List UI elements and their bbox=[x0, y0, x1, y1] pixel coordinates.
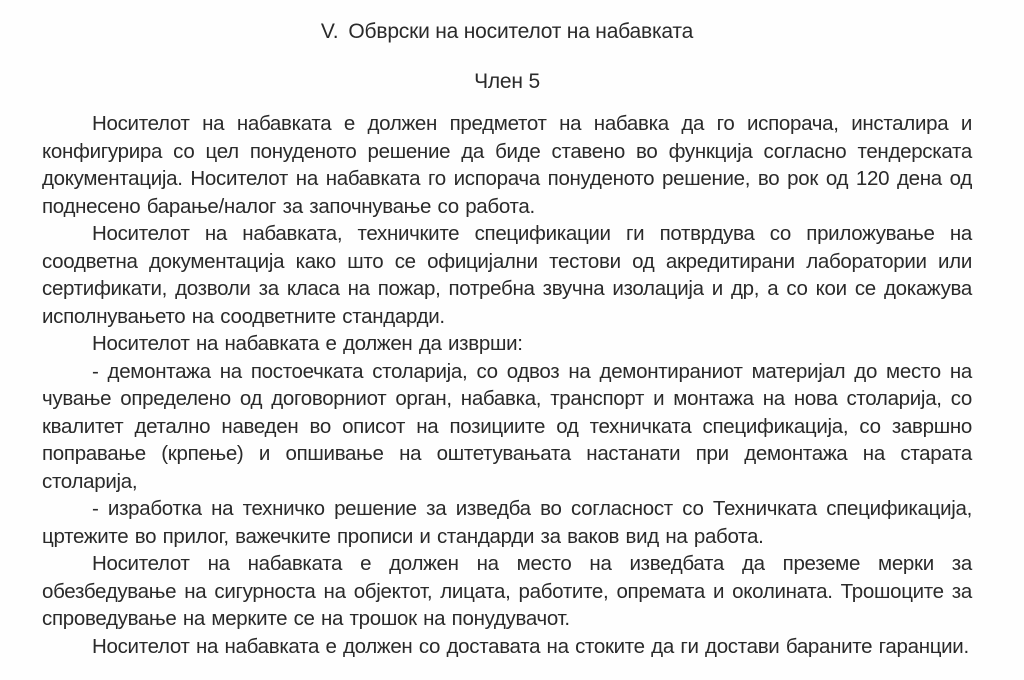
paragraph: Носителот на набавката е должен на место на изведбата да преземе мерки за обезбедување на сигурноста на објектот, лицата, работите, опремата и околината. Трошоците за спроведување на мерките се на трошок на понудувачот. bbox=[42, 552, 972, 630]
list-item-paragraph: - демонтажа на постоечката столарија, со одвоз на демонтираниот материјал до место на чување определено од договорниот орган, набавка, транспорт и монтажа на нова столарија, со квалитет детално наведен во описот на позициите од техничката спецификација, со завршно поправање (крпење) и опшивање на оштетувањата настанати при демонтажа на старата столарија, bbox=[42, 359, 972, 493]
paragraph: Носителот на набавката, техничките спецификации ги потврдува со приложување на соодветна документација како што се официјални тестови од акредитирани лаборатории или сертификати, дозволи за класа на пожар, потребна звучна изолација и др, а со кои се докажува исполнувањето на соодветните стандарди. bbox=[42, 222, 972, 328]
paragraph: Носителот на набавката е должен да изврши: bbox=[92, 332, 523, 355]
section-number: V. bbox=[320, 20, 339, 43]
section-title bbox=[42, 18, 972, 46]
list-item-paragraph: - изработка на техничко решение за изведба во согласност со Техничката спецификација, цртежите во прилог, важечките прописи и стандарди за ваков вид на работа. bbox=[42, 497, 972, 548]
document-body bbox=[42, 110, 972, 660]
article-title: Член 5 bbox=[474, 70, 540, 93]
section-title-text: Обврски на носителот на набавката bbox=[348, 20, 694, 43]
paragraph: Носителот на набавката е должен со доставата на стоките да ги достави бараните гаранции. bbox=[92, 634, 969, 658]
paragraph: Носителот на набавката е должен предметот на набавка да го испорача, инсталира и конфигурира со цел понуденото решение да биде ставено во функција согласно тендерската документација. Носителот на набавката го испорача понуденото решение, во рок од 120 дена од поднесено барање/налог за започнување со работа. bbox=[42, 112, 972, 218]
